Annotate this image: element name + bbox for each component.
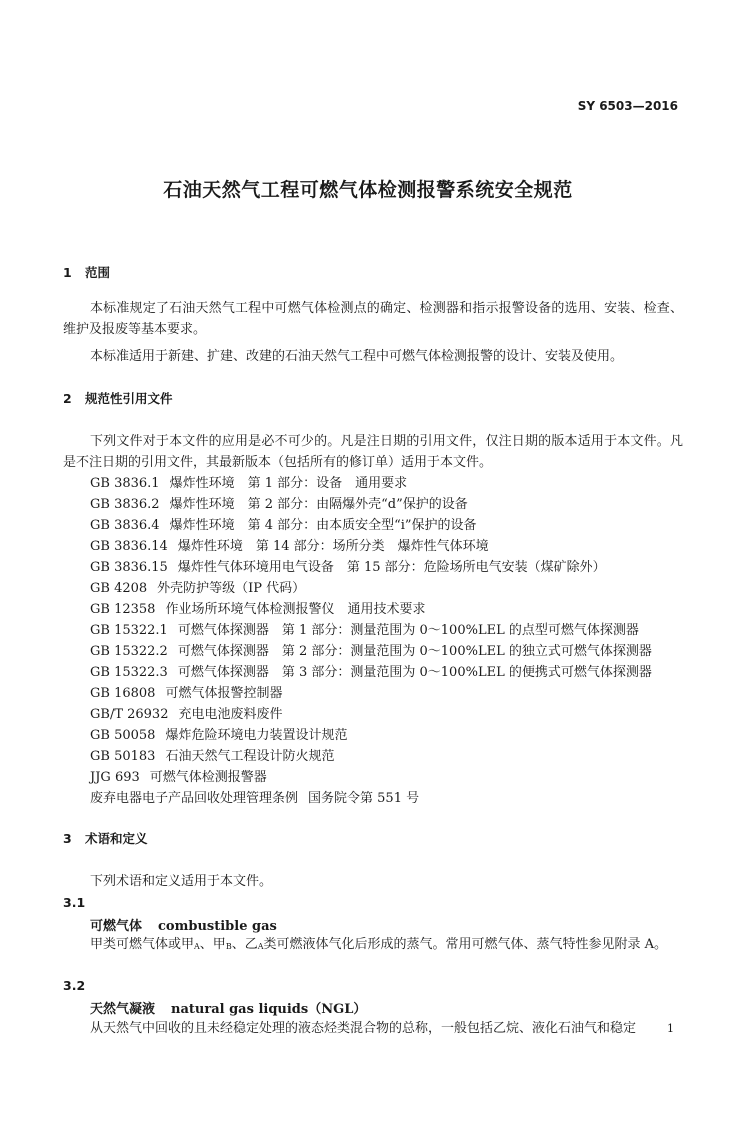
reference-code: GB 3836.2: [90, 497, 160, 512]
section-title: 规范性引用文件: [85, 391, 173, 406]
reference-code: 废弃电器电子产品回收处理管理条例: [90, 791, 299, 806]
terms-intro-paragraph: 下列术语和定义适用于本文件。: [90, 874, 273, 889]
document-title: 石油天然气工程可燃气体检测报警系统安全规范: [163, 179, 573, 201]
reference-item: [90, 515, 652, 536]
term-chinese: 可燃气体: [90, 919, 143, 934]
reference-title: 爆炸性环境 第 14 部分：场所分类 爆炸性气体环境: [177, 539, 489, 554]
reference-title: 可燃气体报警控制器: [165, 686, 283, 701]
term-number: 3.1: [63, 895, 86, 910]
section-heading-terms: [63, 829, 148, 847]
reference-code: GB 50183: [90, 749, 156, 764]
reference-title: 可燃气体探测器 第 2 部分：测量范围为 0～100%LEL 的独立式可燃气体探测器: [177, 644, 652, 659]
reference-code: GB 15322.1: [90, 623, 168, 638]
section-heading-scope: [63, 263, 110, 281]
reference-title: 爆炸性环境 第 1 部分：设备 通用要求: [169, 476, 408, 491]
reference-title: 可燃气体探测器 第 1 部分：测量范围为 0～100%LEL 的点型可燃气体探测器: [177, 623, 639, 638]
reference-title: 爆炸性环境 第 4 部分：由本质安全型“i”保护的设备: [169, 518, 477, 533]
reference-item: [90, 494, 652, 515]
scope-paragraph-2: 本标准适用于新建、扩建、改建的石油天然气工程中可燃气体检测报警的设计、安装及使用。: [90, 349, 624, 364]
reference-title: 国务院令第 551 号: [308, 791, 420, 806]
reference-title: 石油天然气工程设计防火规范: [165, 749, 335, 764]
term-definition: 甲类可燃气体或甲$_A$、甲$_B$、乙$_A$类可燃液体气化后形成的蒸气。常用可燃气体、蒸气特性参见附录 A。: [90, 937, 668, 952]
section-number: 3: [63, 831, 72, 846]
section-title: 术语和定义: [85, 831, 148, 846]
reference-title: 可燃气体探测器 第 3 部分：测量范围为 0～100%LEL 的便携式可燃气体探测器: [177, 665, 652, 680]
term-number: 3.2: [63, 978, 86, 993]
term-heading: [90, 915, 277, 934]
reference-item: [90, 767, 652, 788]
reference-item: [90, 725, 652, 746]
reference-code: GB 16808: [90, 686, 156, 701]
term-heading: [90, 998, 366, 1017]
reference-code: GB 3836.14: [90, 539, 168, 554]
standard-code: SY 6503—2016: [577, 99, 678, 113]
reference-title: 充电电池废料废件: [178, 707, 283, 722]
reference-code: GB/T 26932: [90, 707, 169, 722]
references-intro-paragraph: 下列文件对于本文件的应用是必不可少的。凡是注日期的引用文件，仅注日期的版本适用于本文件。凡是不注日期的引用文件，其最新版本（包括所有的修订单）适用于本文件。: [63, 434, 683, 470]
reference-title: 可燃气体检测报警器: [149, 770, 267, 785]
term-chinese: 天然气凝液: [90, 1002, 156, 1017]
reference-code: GB 3836.15: [90, 560, 168, 575]
reference-item: [90, 788, 652, 809]
term-english: natural gas liquids（NGL）: [171, 1002, 367, 1017]
reference-item: [90, 536, 652, 557]
reference-item: [90, 704, 652, 725]
reference-code: GB 50058: [90, 728, 156, 743]
reference-code: GB 4208: [90, 581, 148, 596]
reference-item: [90, 578, 652, 599]
section-title: 范围: [85, 265, 111, 280]
reference-title: 外壳防护等级（IP 代码）: [157, 581, 306, 596]
reference-code: GB 3836.4: [90, 518, 160, 533]
term-definition: 从天然气中回收的且未经稳定处理的液态烃类混合物的总称，一般包括乙烷、液化石油气和稳定: [90, 1021, 637, 1036]
reference-list: [90, 473, 652, 809]
reference-title: 作业场所环境气体检测报警仪 通用技术要求: [165, 602, 426, 617]
section-number: 2: [63, 391, 72, 406]
reference-item: [90, 641, 652, 662]
section-heading-normative-references: [63, 389, 173, 407]
reference-item: [90, 662, 652, 683]
reference-code: GB 15322.2: [90, 644, 168, 659]
reference-item: [90, 599, 652, 620]
reference-code: GB 12358: [90, 602, 156, 617]
reference-item: [90, 746, 652, 767]
reference-item: [90, 620, 652, 641]
page-number: 1: [667, 1022, 674, 1035]
reference-item: [90, 683, 652, 704]
reference-code: GB 15322.3: [90, 665, 168, 680]
scope-paragraph-1: 本标准规定了石油天然气工程中可燃气体检测点的确定、检测器和指示报警设备的选用、安装、检查、维护及报废等基本要求。: [63, 301, 683, 337]
reference-code: GB 3836.1: [90, 476, 160, 491]
reference-code: JJG 693: [90, 770, 140, 785]
reference-title: 爆炸性气体环境用电气设备 第 15 部分：危险场所电气安装（煤矿除外）: [177, 560, 606, 575]
reference-item: [90, 473, 652, 494]
term-english: combustible gas: [158, 919, 277, 934]
reference-title: 爆炸性环境 第 2 部分：由隔爆外壳“d”保护的设备: [169, 497, 468, 512]
section-number: 1: [63, 265, 72, 280]
reference-item: [90, 557, 652, 578]
reference-title: 爆炸危险环境电力装置设计规范: [165, 728, 348, 743]
